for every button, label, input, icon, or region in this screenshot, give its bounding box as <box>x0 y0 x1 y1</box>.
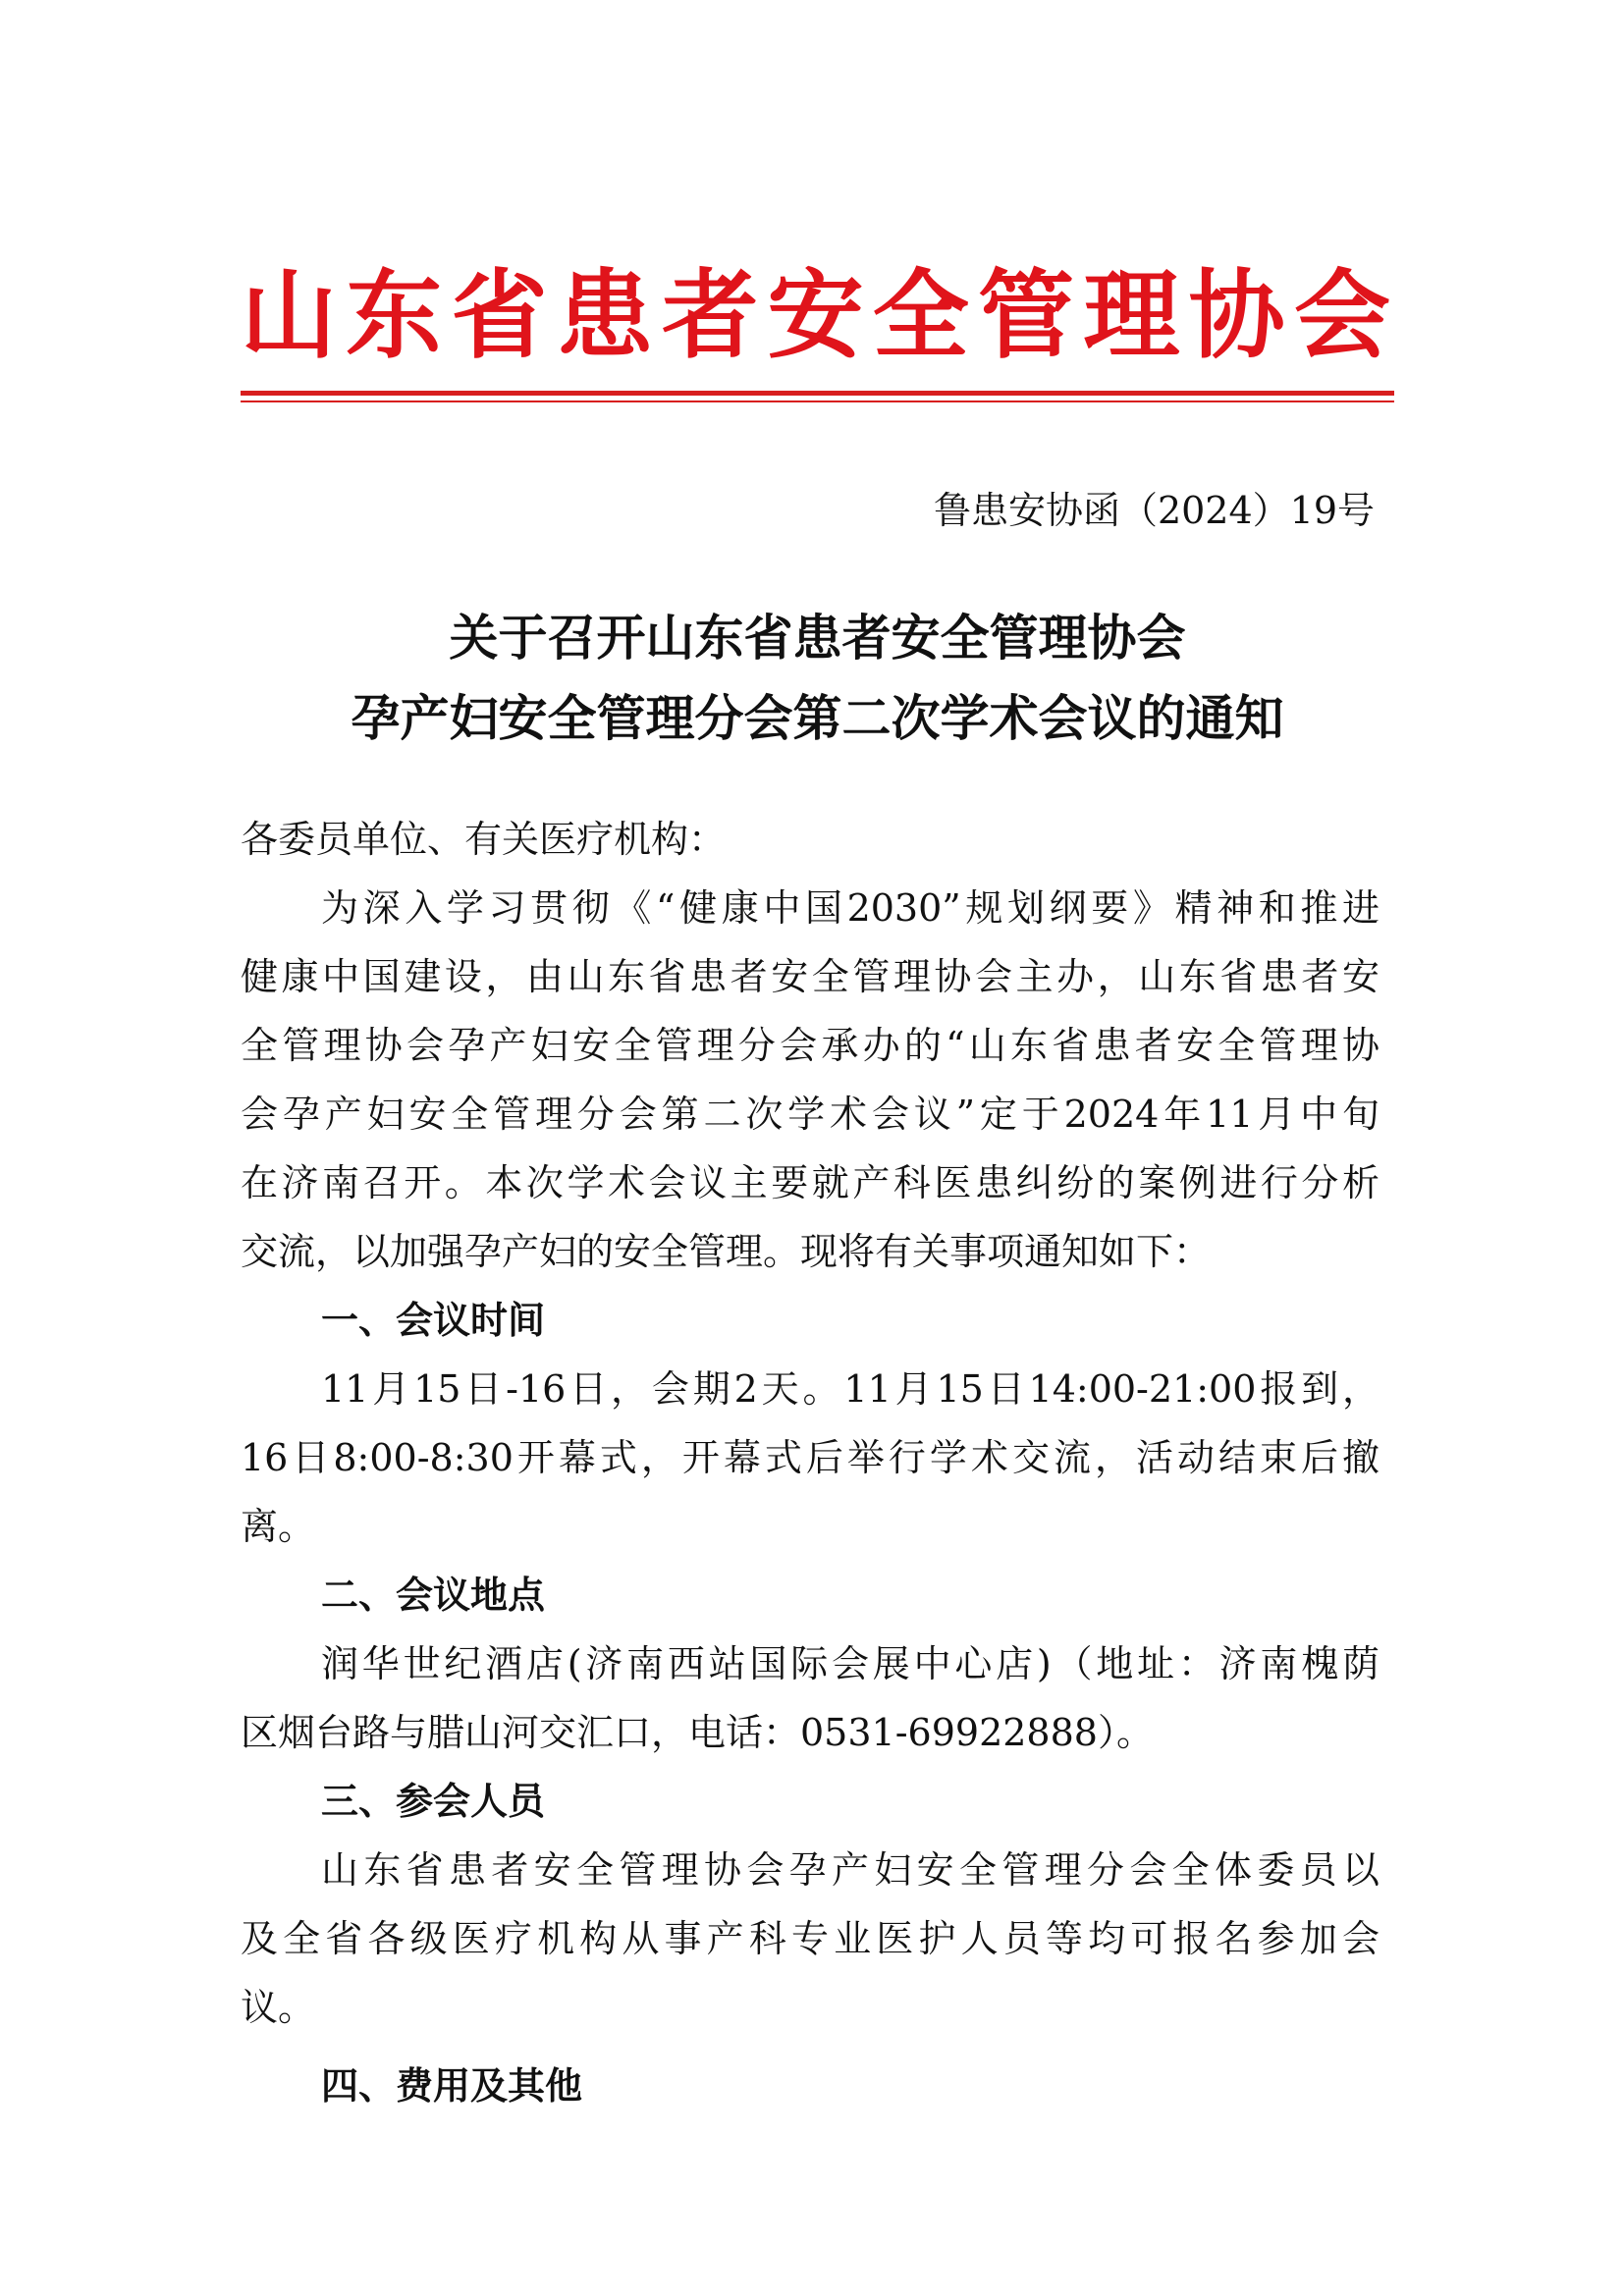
letterhead-red-rule-thin <box>241 400 1394 402</box>
document-title-line-1: 关于召开山东省患者安全管理协会 <box>449 610 1186 667</box>
document-body <box>241 805 1380 2120</box>
section-line: 离。 <box>241 1505 316 1548</box>
section-line: 区烟台路与腊山河交汇口，电话：0531-69922888）。 <box>241 1711 1154 1754</box>
document-title-line-2: 孕产妇安全管理分会第二次学术会议的通知 <box>351 690 1284 747</box>
intro-line: 会孕产妇安全管理分会第二次学术会议”定于2024年11月中旬 <box>241 1093 1380 1136</box>
salutation: 各委员单位、有关医疗机构： <box>241 818 727 861</box>
letterhead-org-name: 山东省患者安全管理协会 <box>241 259 1394 372</box>
intro-line: 为深入学习贯彻《“健康中国2030”规划纲要》精神和推进 <box>321 886 1380 930</box>
section-line: 议。 <box>241 1986 316 2029</box>
intro-line: 健康中国建设，由山东省患者安全管理协会主办，山东省患者安 <box>241 955 1380 998</box>
intro-line: 交流，以加强孕产妇的安全管理。现将有关事项通知如下： <box>241 1230 1212 1273</box>
document-number: 鲁患安协函（2024）19号 <box>933 489 1375 532</box>
section-line: 山东省患者安全管理协会孕产妇安全管理分会全体委员以 <box>321 1848 1380 1892</box>
section-heading-location: 二、会议地点 <box>321 1574 546 1617</box>
section-line: 11月15日-16日，会期2天。11月15日14:00-21:00报到， <box>321 1367 1380 1411</box>
section-line: 16日8:00-8:30开幕式，开幕式后举行学术交流，活动结束后撤 <box>241 1436 1380 1479</box>
section-line: 及全省各级医疗机构从事产科专业医护人员等均可报名参加会 <box>241 1917 1380 1960</box>
spacer <box>241 2042 1380 2052</box>
intro-line: 全管理协会孕产妇安全管理分会承办的“山东省患者安全管理协 <box>241 1024 1380 1067</box>
letterhead-red-rule <box>241 391 1394 396</box>
intro-line: 在济南召开。本次学术会议主要就产科医患纠纷的案例进行分析 <box>241 1161 1380 1204</box>
section-heading-fees: 四、费用及其他 <box>321 2064 583 2108</box>
section-line: 润华世纪酒店(济南西站国际会展中心店)（地址：济南槐荫 <box>321 1642 1380 1685</box>
section-heading-time: 一、会议时间 <box>321 1299 546 1342</box>
section-heading-attendees: 三、参会人员 <box>321 1780 546 1823</box>
